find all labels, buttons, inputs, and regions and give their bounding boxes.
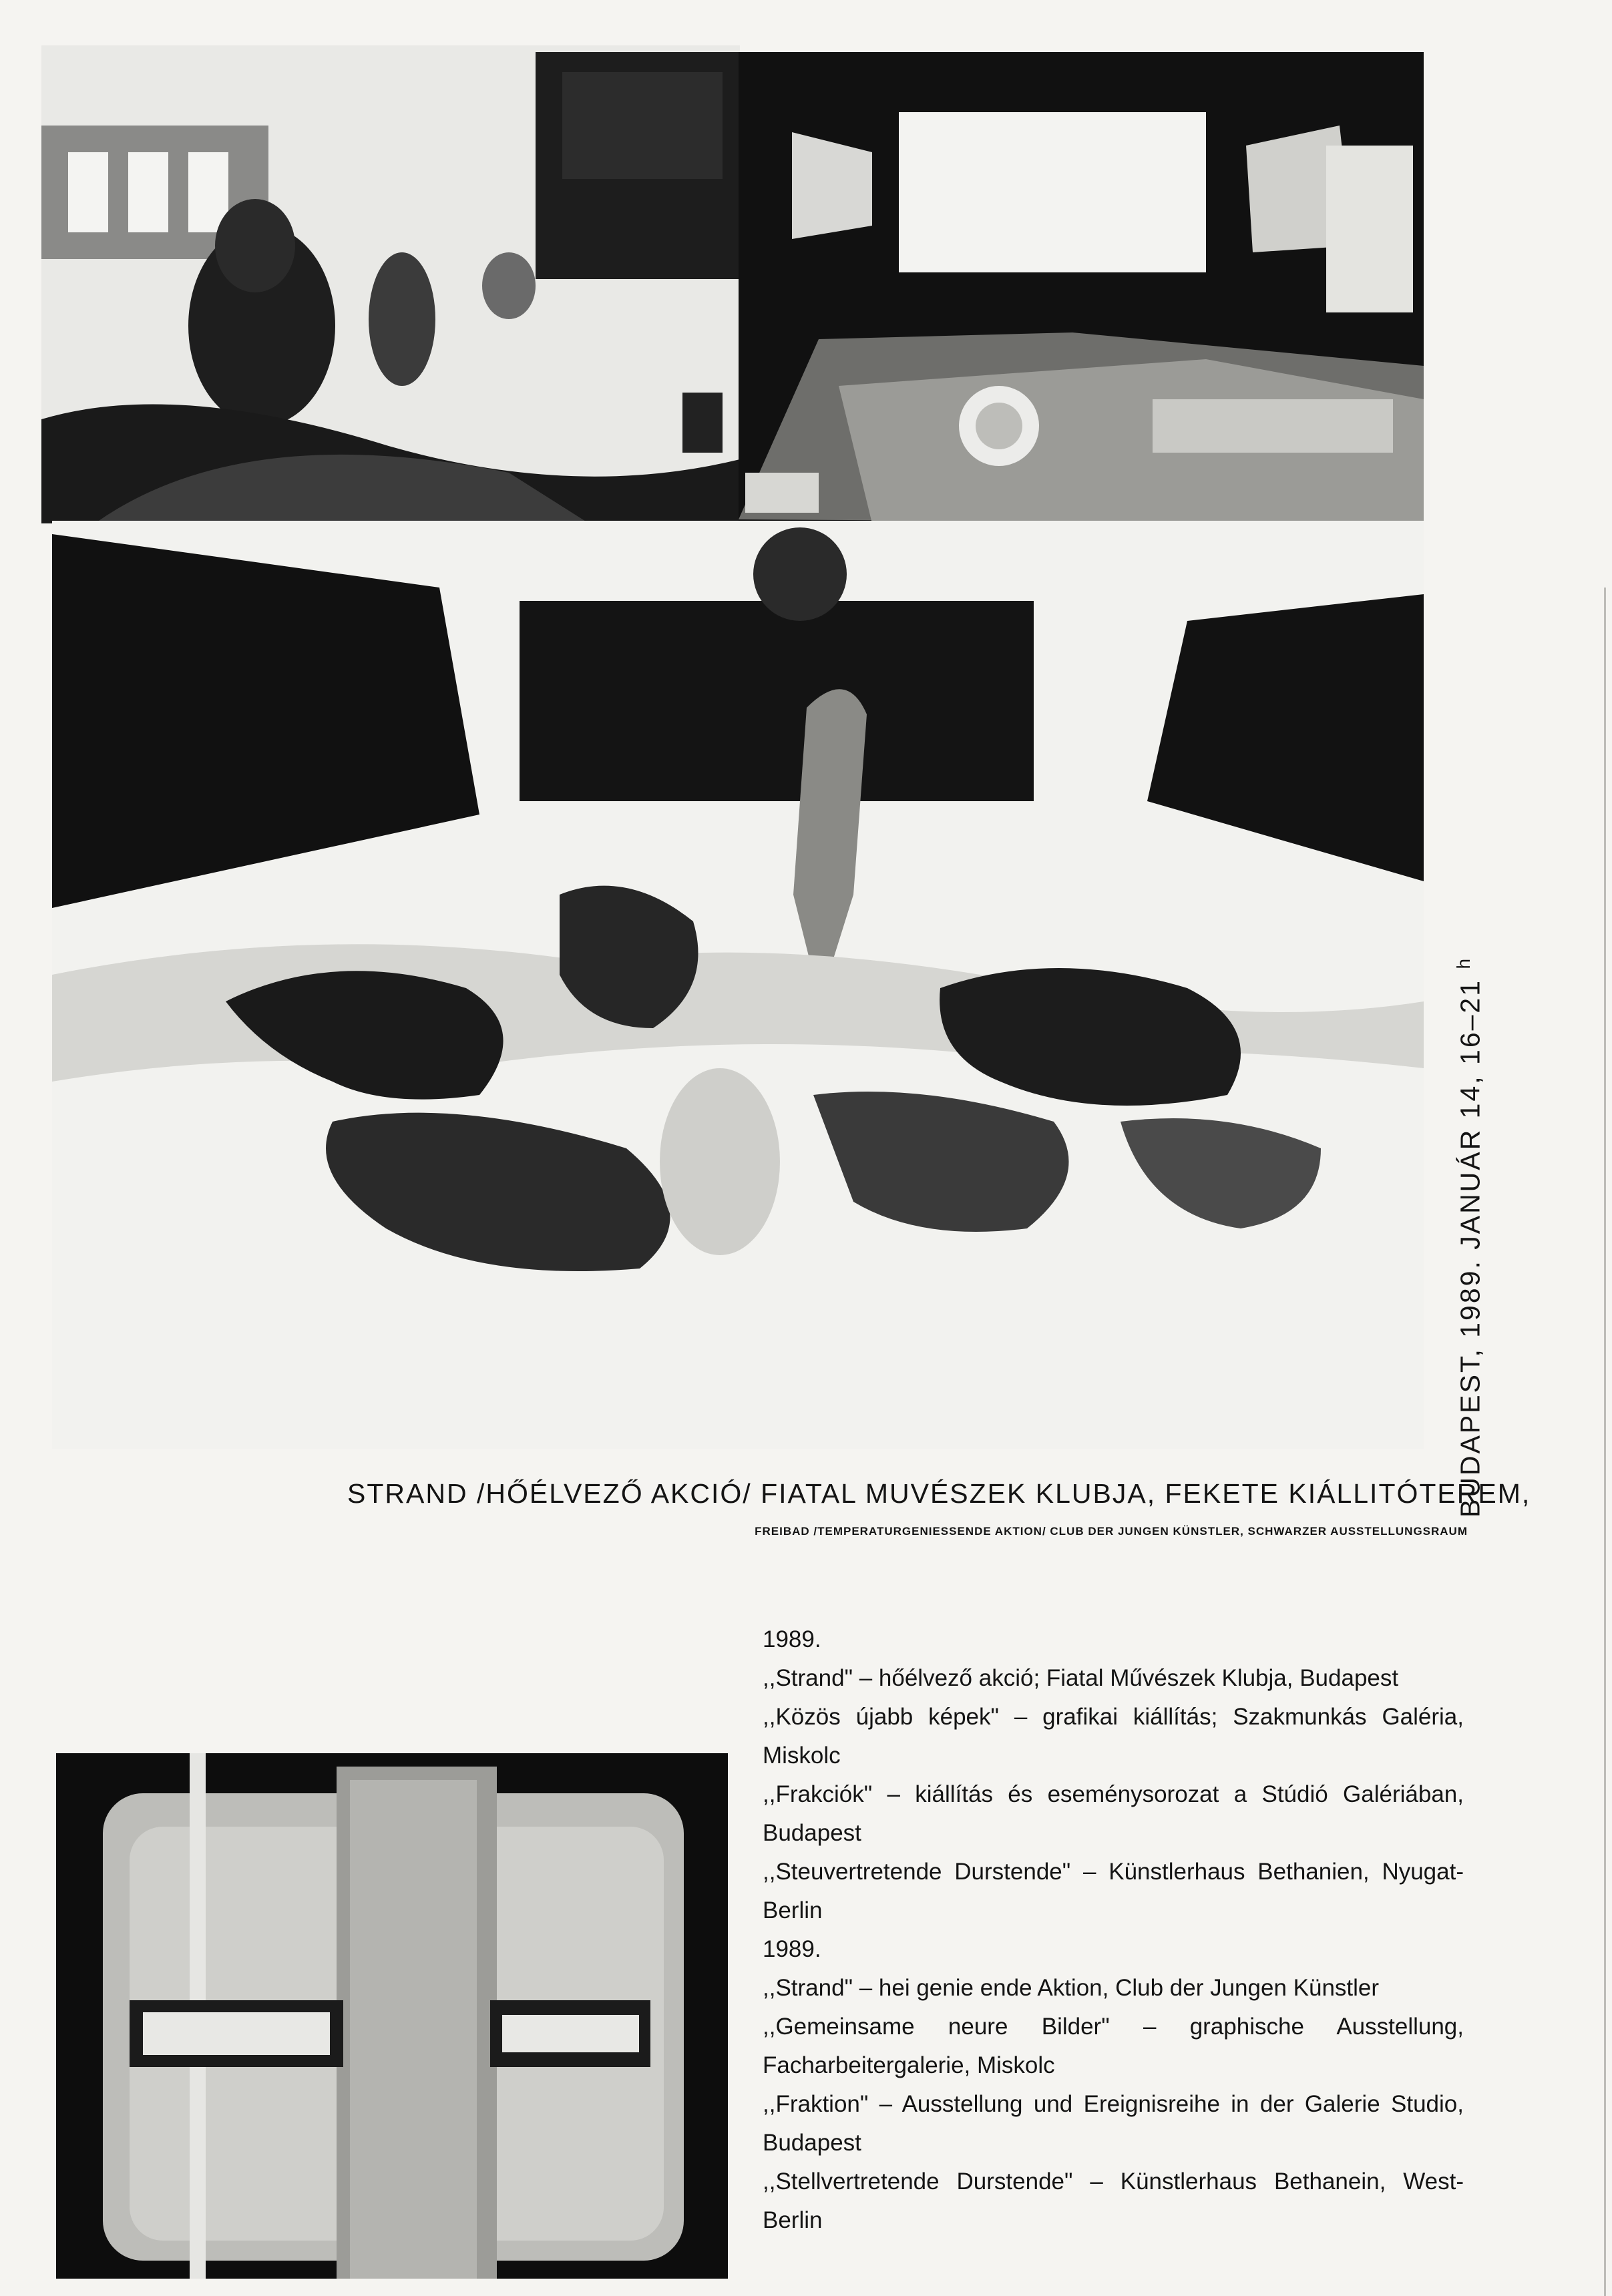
chronology-text	[763, 1620, 1464, 2240]
date-caption-vertical	[1453, 957, 1486, 1518]
photo-exhibition-hall	[41, 45, 740, 523]
page-edge-shadow	[1604, 588, 1606, 2296]
list-item: ,,Strand" – hőélvező akció; Fiatal Művészek Klubja, Budapest	[763, 1665, 1399, 1691]
list-item: ,,Gemeinsame neure Bilder" – graphische Ausstellung, Facharbeitergalerie, Miskolc	[763, 2014, 1464, 2078]
list-item: ,,Steuvertretende Durstende" – Künstlerhaus Bethanien, Nyugat-Berlin	[763, 1859, 1464, 1923]
list-item: ,,Stellvertretende Durstende" – Künstlerhaus Bethanein, West-Berlin	[763, 2168, 1464, 2233]
list-item: ,,Közös újabb képek" – grafikai kiállítás; Szakmunkás Galéria, Miskolc	[763, 1704, 1464, 1769]
photo-performance	[52, 521, 1424, 1449]
date-caption-sup: h	[1453, 956, 1474, 969]
list-item: ,,Fraktion" – Ausstellung und Ereignisreihe in der Galerie Studio, Budapest	[763, 2091, 1464, 2156]
date-caption-text: BUDAPEST, 1989. JANUÁR 14, 16–21	[1454, 978, 1486, 1518]
photo-video-still	[56, 1753, 728, 2279]
caption-german: FREIBAD /TEMPERATURGENIESSENDE AKTION/ CLUB DER JUNGEN KÜNSTLER, SCHWARZER AUSSTELLUNGSRAUM	[755, 1525, 1468, 1538]
caption-hungarian: STRAND /HŐÉLVEZŐ AKCIÓ/ FIATAL MUVÉSZEK KLUBJA, FEKETE KIÁLLITÓTEREM,	[347, 1478, 1531, 1509]
list-item: ,,Strand" – hei genie ende Aktion, Club der Jungen Künstler	[763, 1975, 1380, 2001]
year-heading-de: 1989.	[763, 1936, 821, 1962]
year-heading-hu: 1989.	[763, 1626, 821, 1652]
list-item: ,,Frakciók" – kiállítás és eseménysorozat a Stúdió Galériában, Budapest	[763, 1781, 1464, 1846]
photo-dark-gallery	[739, 52, 1424, 523]
